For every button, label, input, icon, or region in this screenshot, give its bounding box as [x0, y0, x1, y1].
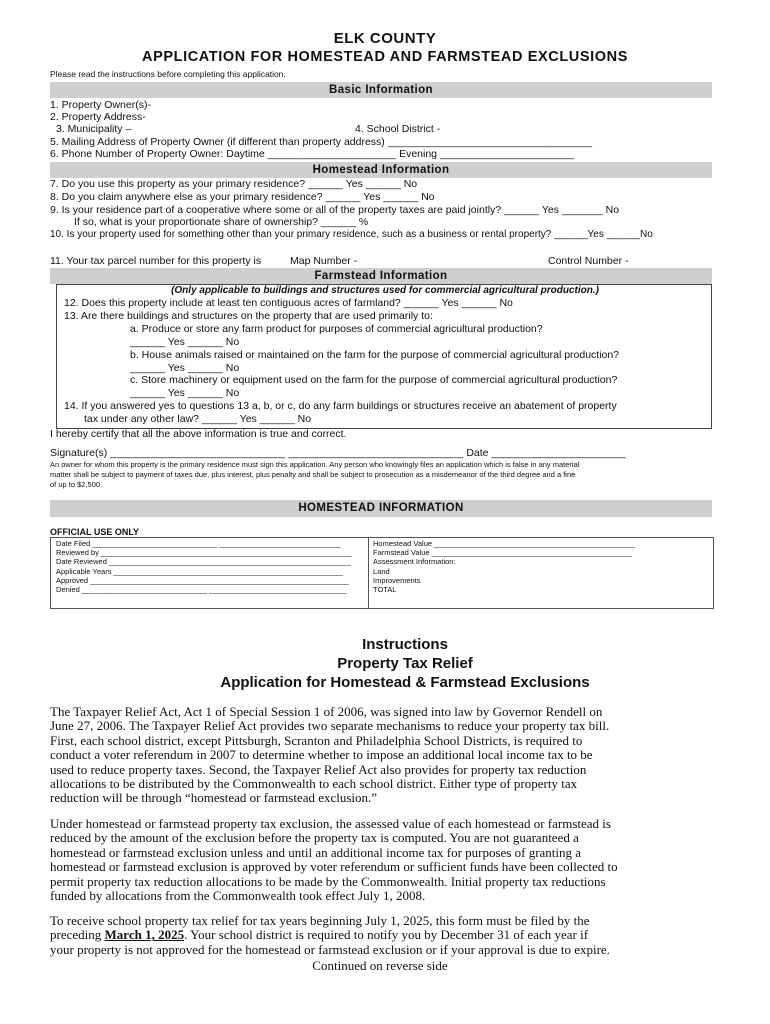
- p1-line: The Taxpayer Relief Act, Act 1 of Special Session 1 of 2006, was signed into law by Governor Rendell on: [50, 704, 603, 719]
- q12-contiguous-acres: 12. Does this property include at least ten contiguous acres of farmland? ______ Yes ______ No: [64, 297, 513, 309]
- q11-tax-parcel: 11. Your tax parcel number for this property is: [50, 255, 262, 267]
- homestead-information-bar: Homestead Information: [50, 162, 712, 178]
- official-use-divider: [368, 538, 369, 608]
- p1-line: reduction will be through “homestead or farmstead exclusion.”: [50, 790, 378, 806]
- p1-line: June 27, 2006. The Taxpayer Relief Act provides two separate mechanisms to reduce your property tax bill.: [50, 718, 610, 734]
- basic-information-bar: Basic Information: [50, 82, 712, 98]
- continued-note: Continued on reverse side: [312, 958, 448, 973]
- read-instructions-note: Please read the instructions before completing this application.: [50, 69, 286, 79]
- property-tax-relief-heading: Property Tax Relief: [337, 655, 473, 672]
- q13a-produce: a. Produce or store any farm product for purposes of commercial agricultural production?: [130, 323, 543, 335]
- instructions-heading: Instructions: [362, 636, 448, 653]
- official-reviewed-by: Reviewed by ____________________________________________________________: [56, 548, 352, 557]
- q13c-answer: ______ Yes ______ No: [130, 387, 240, 399]
- warning-line-1: An owner for whom this property is the primary residence must sign this application. Any person who knowingly files an application which is false in any material: [50, 460, 580, 469]
- official-assessment-info: Assessment Information:: [373, 557, 456, 566]
- q13c-machinery: c. Store machinery or equipment used on the farm for the purpose of commercial agricultural production?: [130, 374, 618, 386]
- q14-abatement: 14. If you answered yes to questions 13 a, b, or c, do any farm buildings or structures receive an abatement of property: [64, 400, 617, 412]
- p2-line: funded by allocations from the Commonwealth took effect July 1, 2008.: [50, 888, 426, 904]
- instructions-paragraph-2: [50, 817, 720, 903]
- certify-statement: I hereby certify that all the above information is true and correct.: [50, 428, 347, 440]
- q5-mailing-address: 5. Mailing Address of Property Owner (if different than property address) ___________________________________: [50, 136, 593, 148]
- q6-phone-number: 6. Phone Number of Property Owner: Daytime ______________________ Evening _______________________: [50, 148, 575, 160]
- p2-line: permit property tax reduction allocations to be made by the Commonwealth. Initial property tax reductions: [50, 873, 606, 889]
- official-date-reviewed: Date Reviewed __________________________________________________________: [56, 557, 351, 566]
- warning-line-3: of up to $2,500.: [50, 480, 103, 489]
- official-homestead-value: Homestead Value ________________________________________________: [373, 539, 635, 548]
- p1-line: used to reduce property taxes. Second, the Taxpayer Relief Act also provides for property tax reduction: [50, 761, 587, 777]
- q14-answer: tax under any other law? ______ Yes ______ No: [84, 413, 312, 425]
- p3-line: To receive school property tax relief for tax years beginning July 1, 2025, this form must be filed by the: [50, 913, 590, 928]
- p1-line: First, each school district, except Pittsburgh, Scranton and Philadelphia School Districts, is required to: [50, 732, 583, 748]
- q13-buildings: 13. Are there buildings and structures on the property that are used primarily to:: [64, 310, 433, 322]
- q13b-animals: b. House animals raised or maintained on the farm for the purpose of commercial agricultural production?: [130, 349, 620, 361]
- instructions-paragraph-1: [50, 705, 720, 806]
- official-improvements: Improvements: [373, 576, 421, 585]
- q1-property-owner: 1. Property Owner(s)-: [50, 99, 151, 111]
- map-number: Map Number -: [290, 255, 358, 267]
- p3-line-deadline: [50, 928, 720, 942]
- q13a-answer: ______ Yes ______ No: [130, 336, 240, 348]
- farmstead-subheading: (Only applicable to buildings and structures used for commercial agricultural production.): [171, 285, 599, 296]
- official-date-filed: Date Filed ______________________________ _____________________________: [56, 539, 341, 548]
- q8-claim-elsewhere: 8. Do you claim anywhere else as your primary residence? ______ Yes ______ No: [50, 191, 435, 203]
- q7-primary-residence: 7. Do you use this property as your primary residence? ______ Yes ______ No: [50, 178, 418, 190]
- q10-other-use: 10. Is your property used for something other than your primary residence, such as a business or rental property? ______Yes ______No: [50, 229, 653, 240]
- p3-pre: preceding: [50, 927, 105, 943]
- official-land: Land: [373, 567, 390, 576]
- p3-post: . Your school district is required to notify you by December 31 of each year if: [184, 927, 589, 943]
- county-title: ELK COUNTY: [333, 30, 437, 47]
- official-total: TOTAL: [373, 585, 397, 594]
- p2-line: reduced by the amount of the exclusion before the property tax is computed. You are not guaranteed a: [50, 830, 579, 846]
- official-farmstead-value: Farmstead Value ________________________________________________: [373, 548, 632, 557]
- homestead-info-bar: HOMESTEAD INFORMATION: [50, 500, 712, 517]
- form-title: APPLICATION FOR HOMESTEAD AND FARMSTEAD EXCLUSIONS: [142, 49, 628, 65]
- p3-line: your property is not approved for the homestead or farmstead exclusion or if your approval is due to expire.: [50, 941, 610, 957]
- q9-cooperative: 9. Is your residence part of a cooperative where some or all of the property taxes are paid jointly? ______ Yes _______ No: [50, 204, 620, 216]
- instructions-paragraph-3: [50, 914, 720, 957]
- farmstead-information-bar: Farmstead Information: [50, 268, 712, 284]
- q9-proportionate-share: If so, what is your proportionate share of ownership? ______ %: [74, 216, 369, 228]
- official-approved: Approved ______________________________________________________________: [56, 576, 349, 585]
- deadline-date: March 1, 2025: [104, 927, 185, 943]
- official-applicable-years: Applicable Years _______________________________________________________: [56, 567, 343, 576]
- q4-school-district: 4. School District -: [355, 123, 441, 135]
- p2-line: homestead or farmstead exclusion is approved by voter referendum or sufficient funds have been collected to: [50, 859, 618, 875]
- warning-line-2: matter shall be subject to payment of taxes due, plus interest, plus penalty and shall be subject to prosecution as a misdemeanor of the third degree and a fine: [50, 470, 576, 479]
- p1-line: conduct a voter referendum in 2007 to determine whether to impose an additional local income tax to be: [50, 747, 593, 763]
- application-exclusions-heading: Application for Homestead & Farmstead Exclusions: [220, 674, 590, 691]
- official-use-heading: OFFICIAL USE ONLY: [50, 527, 140, 537]
- p2-line: Under homestead or farmstead property tax exclusion, the assessed value of each homestead or farmstead is: [50, 816, 611, 831]
- official-denied: Denied ______________________________ _________________________________: [56, 585, 347, 594]
- control-number: Control Number -: [548, 255, 629, 267]
- p1-line: allocations to be distributed by the Commonwealth to each school district. Either type of property tax: [50, 776, 578, 792]
- p2-line: homestead or farmstead exclusion unless and until an additional income tax for purposes of granting a: [50, 844, 582, 860]
- q13b-answer: ______ Yes ______ No: [130, 362, 240, 374]
- q3-municipality: 3. Municipality –: [56, 123, 132, 135]
- q2-property-address: 2. Property Address-: [50, 111, 146, 123]
- signature-line[interactable]: Signature(s) ______________________________ ______________________________ Date _______________________: [50, 447, 626, 459]
